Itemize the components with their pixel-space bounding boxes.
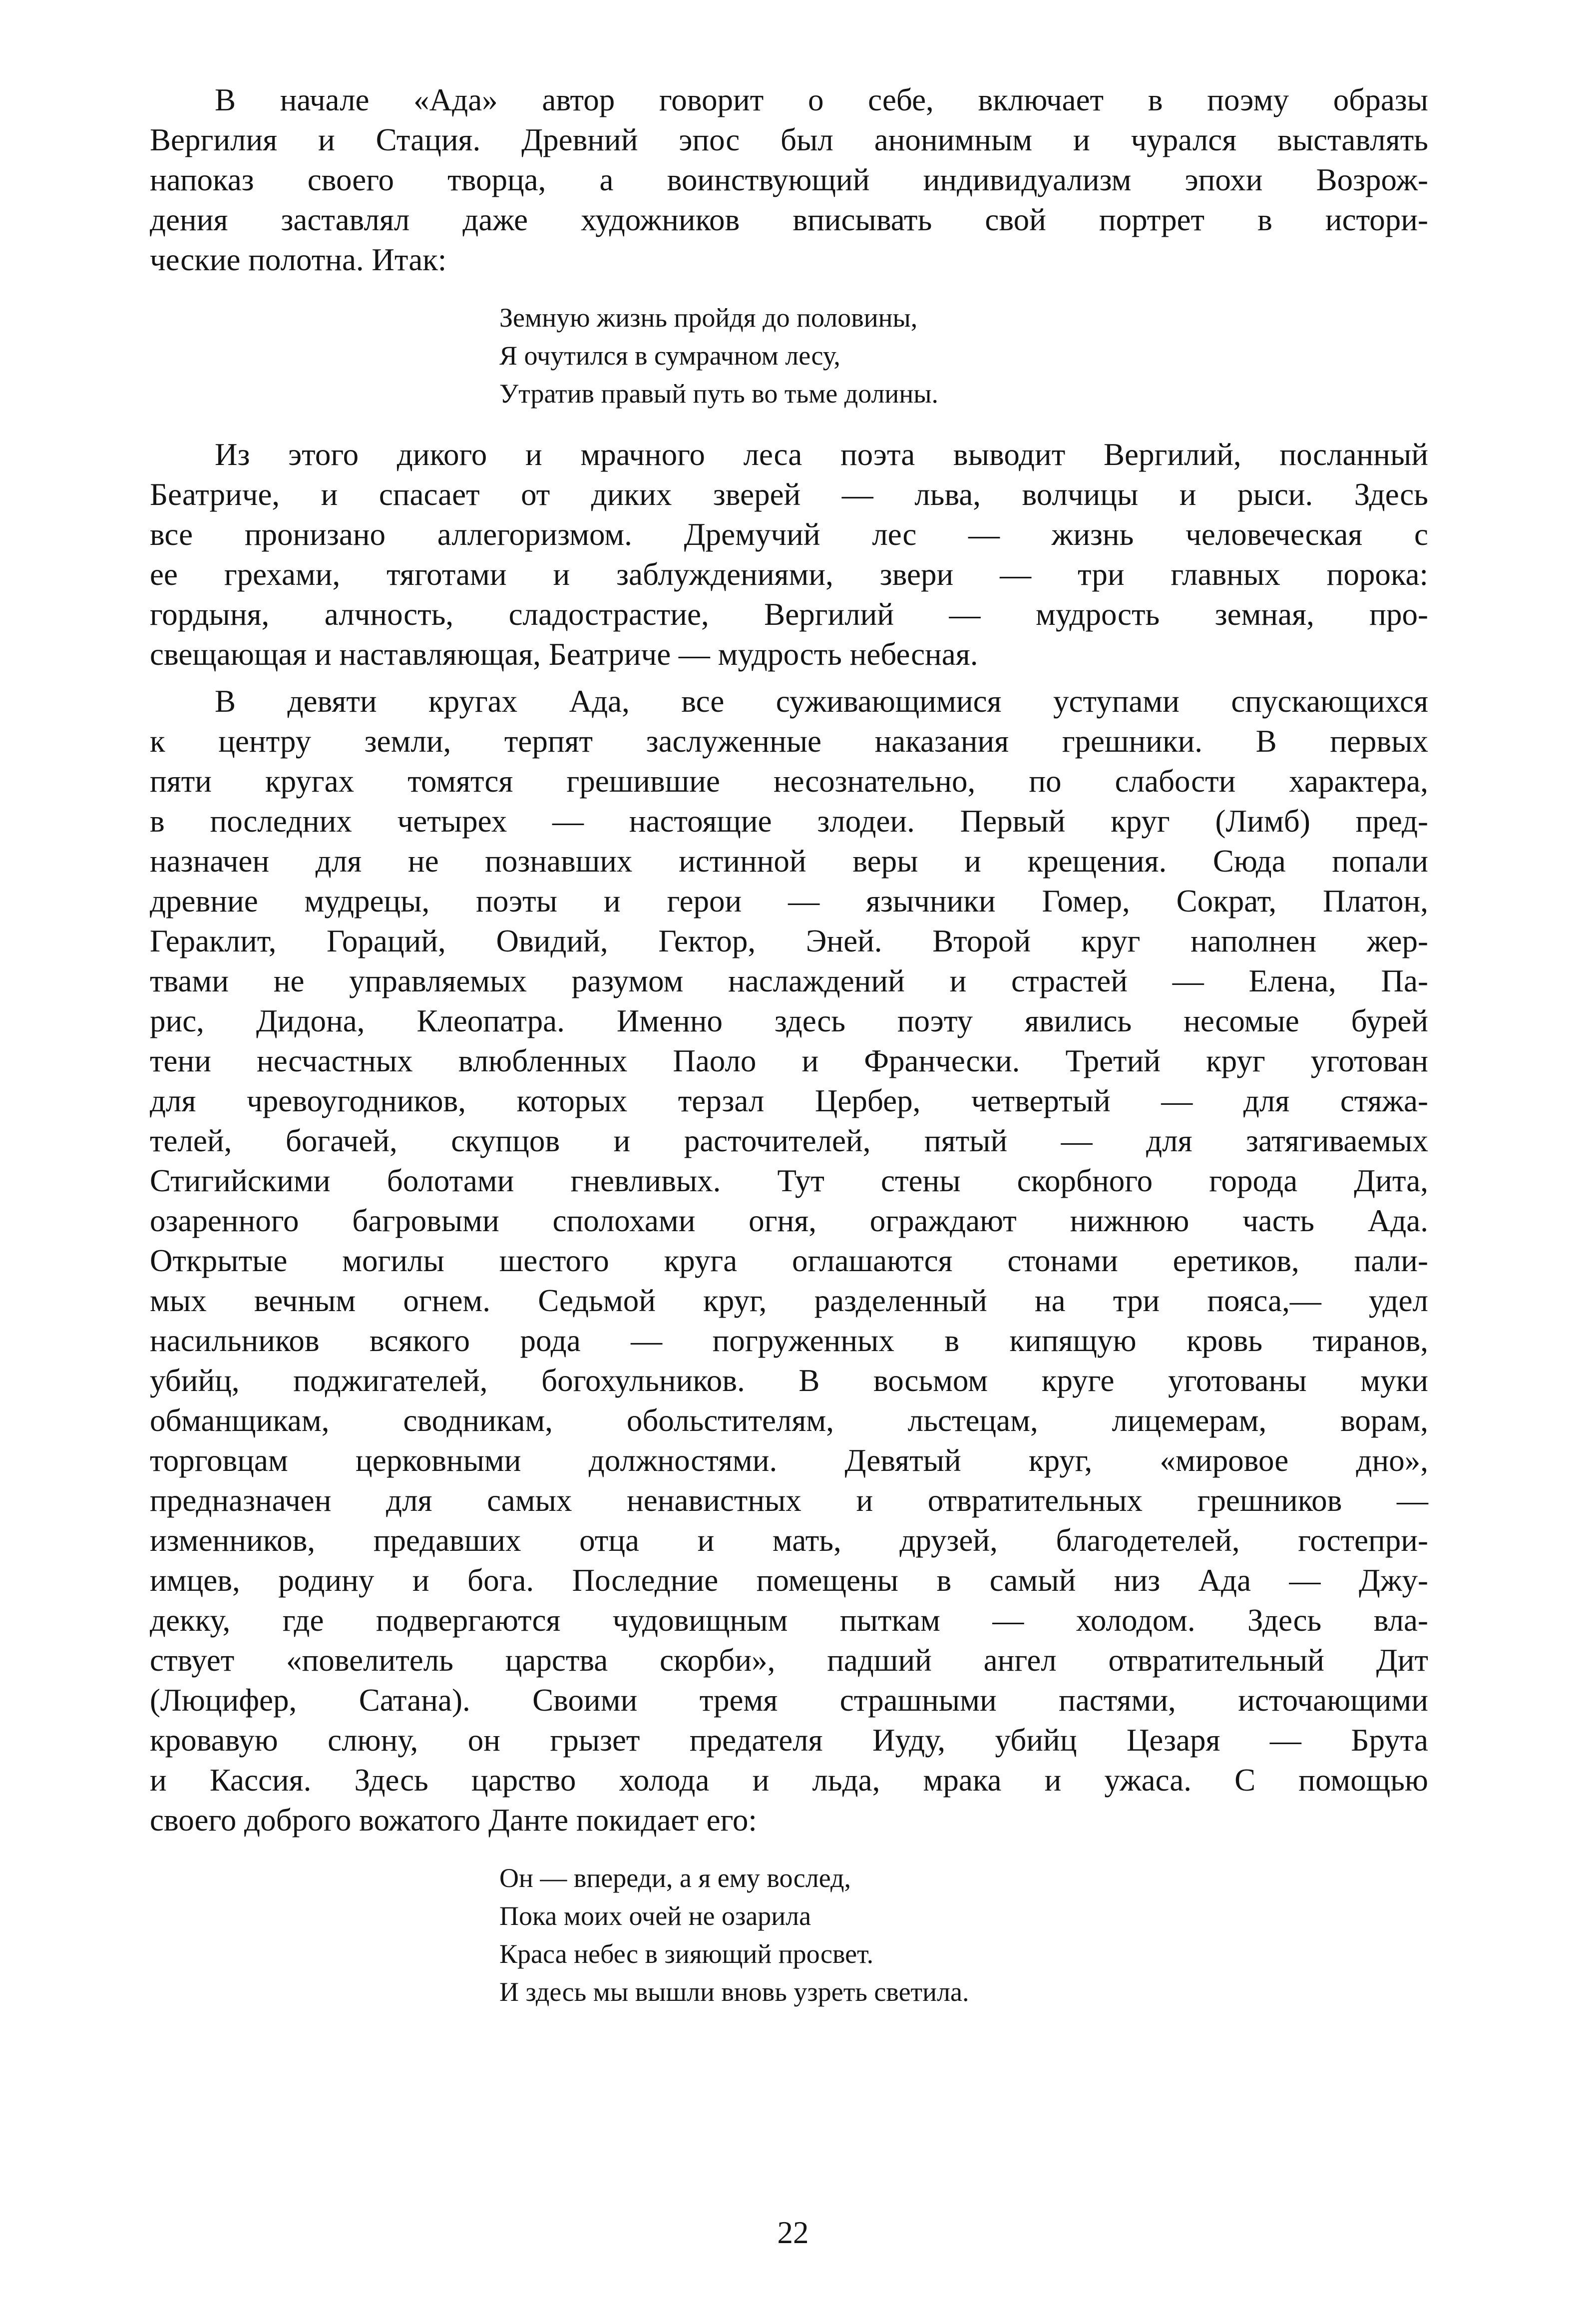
text-line: назначен для не познавших истинной веры и крещения. Сюда попали	[150, 844, 1428, 879]
text-line: напоказ своего творца, а воинствующий индивидуализм эпохи Возрож-	[150, 162, 1428, 197]
text-line: гордыня, алчность, сладострастие, Вергилий — мудрость земная, про-	[150, 597, 1428, 632]
text-line: твами не управляемых разумом наслаждений и страстей — Елена, Па-	[150, 963, 1428, 998]
text-line: обманщикам, сводникам, обольстителям, льстецам, лицемерам, ворам,	[150, 1403, 1428, 1438]
text-line: и Кассия. Здесь царство холода и льда, мрака и ужаса. С помощью	[150, 1763, 1428, 1798]
text-line: В девяти кругах Ада, все суживающимися уступами спускающихся	[215, 684, 1428, 719]
verse-line: Краса небес в зияющий просвет.	[499, 1939, 874, 1969]
text-line: озаренного багровыми сполохами огня, ограждают нижнюю часть Ада.	[150, 1203, 1428, 1238]
text-line: Вергилия и Стация. Древний эпос был анонимным и чурался выставлять	[150, 122, 1428, 157]
verse-2	[150, 1859, 1428, 2011]
text-line: В начале «Ада» автор говорит о себе, включает в поэму образы	[215, 82, 1428, 117]
text-line: пяти кругах томятся грешившие несознательно, по слабости характера,	[150, 764, 1428, 799]
text-line: дения заставлял даже художников вписывать свой портрет в истори-	[150, 202, 1428, 237]
text-line: к центру земли, терпят заслуженные наказания грешники. В первых	[150, 724, 1428, 759]
text-line: торговцам церковными должностями. Девятый круг, «мировое дно»,	[150, 1443, 1428, 1478]
text-line: мых вечным огнем. Седьмой круг, разделенный на три пояса,— удел	[150, 1283, 1428, 1318]
verse-line: Я очутился в сумрачном лесу,	[499, 341, 840, 371]
text-line: Стигийскими болотами гневливых. Тут стены скорбного города Дита,	[150, 1163, 1428, 1198]
text-line: изменников, предавших отца и мать, друзей, благодетелей, гостепри-	[150, 1523, 1428, 1558]
verse-1	[150, 299, 1428, 413]
text-line: Открытые могилы шестого круга оглашаются стонами еретиков, пали-	[150, 1243, 1428, 1278]
text-line: для чревоугодников, которых терзал Цербер, четвертый — для стяжа-	[150, 1083, 1428, 1118]
paragraph-2	[150, 435, 1428, 674]
text-line: Из этого дикого и мрачного леса поэта выводит Вергилий, посланный	[215, 437, 1428, 472]
text-line: Гераклит, Гораций, Овидий, Гектор, Эней. Второй круг наполнен жер-	[150, 924, 1428, 958]
paragraph-1	[150, 80, 1428, 280]
text-line: тени несчастных влюбленных Паоло и Франчески. Третий круг уготован	[150, 1043, 1428, 1078]
text-line: своего доброго вожатого Данте покидает его:	[150, 1803, 757, 1838]
text-line: (Люцифер, Сатана). Своими тремя страшными пастями, источающими	[150, 1683, 1428, 1718]
text-line: телей, богачей, скупцов и расточителей, пятый — для затягиваемых	[150, 1123, 1428, 1158]
verse-line: Земную жизнь пройдя до половины,	[499, 303, 918, 333]
text-line: декку, где подвергаются чудовищным пыткам — холодом. Здесь вла-	[150, 1603, 1428, 1638]
text-line: все пронизано аллегоризмом. Дремучий лес — жизнь человеческая с	[150, 517, 1428, 552]
text-line: в последних четырех — настоящие злодеи. Первый круг (Лимб) пред-	[150, 804, 1428, 839]
verse-line: И здесь мы вышли вновь узреть светила.	[499, 1977, 969, 2007]
text-line: рис, Дидона, Клеопатра. Именно здесь поэту явились несомые бурей	[150, 1003, 1428, 1038]
text-line: ствует «повелитель царства скорби», падший ангел отвратительный Дит	[150, 1643, 1428, 1678]
text-line: Беатриче, и спасает от диких зверей — льва, волчицы и рыси. Здесь	[150, 477, 1428, 512]
page-body	[150, 80, 1428, 2011]
text-line: имцев, родину и бога. Последние помещены в самый низ Ада — Джу-	[150, 1563, 1428, 1598]
text-line: ее грехами, тяготами и заблуждениями, звери — три главных порока:	[150, 557, 1428, 592]
text-line: ческие полотна. Итак:	[150, 242, 447, 277]
text-line: кровавую слюну, он грызет предателя Иуду, убийц Цезаря — Брута	[150, 1723, 1428, 1758]
text-line: свещающая и наставляющая, Беатриче — мудрость небесная.	[150, 637, 978, 672]
text-line: убийц, поджигателей, богохульников. В восьмом круге уготованы муки	[150, 1363, 1428, 1398]
text-line: насильников всякого рода — погруженных в кипящую кровь тиранов,	[150, 1323, 1428, 1358]
page-number: 22	[777, 2215, 809, 2250]
paragraph-3	[150, 681, 1428, 1840]
verse-line: Утратив правый путь во тьме долины.	[499, 379, 939, 409]
verse-line: Он — впереди, а я ему вослед,	[499, 1863, 851, 1893]
verse-line: Пока моих очей не озарила	[499, 1901, 811, 1931]
text-line: древние мудрецы, поэты и герои — язычники Гомер, Сократ, Платон,	[150, 884, 1428, 919]
text-line: предназначен для самых ненавистных и отвратительных грешников —	[150, 1483, 1428, 1518]
